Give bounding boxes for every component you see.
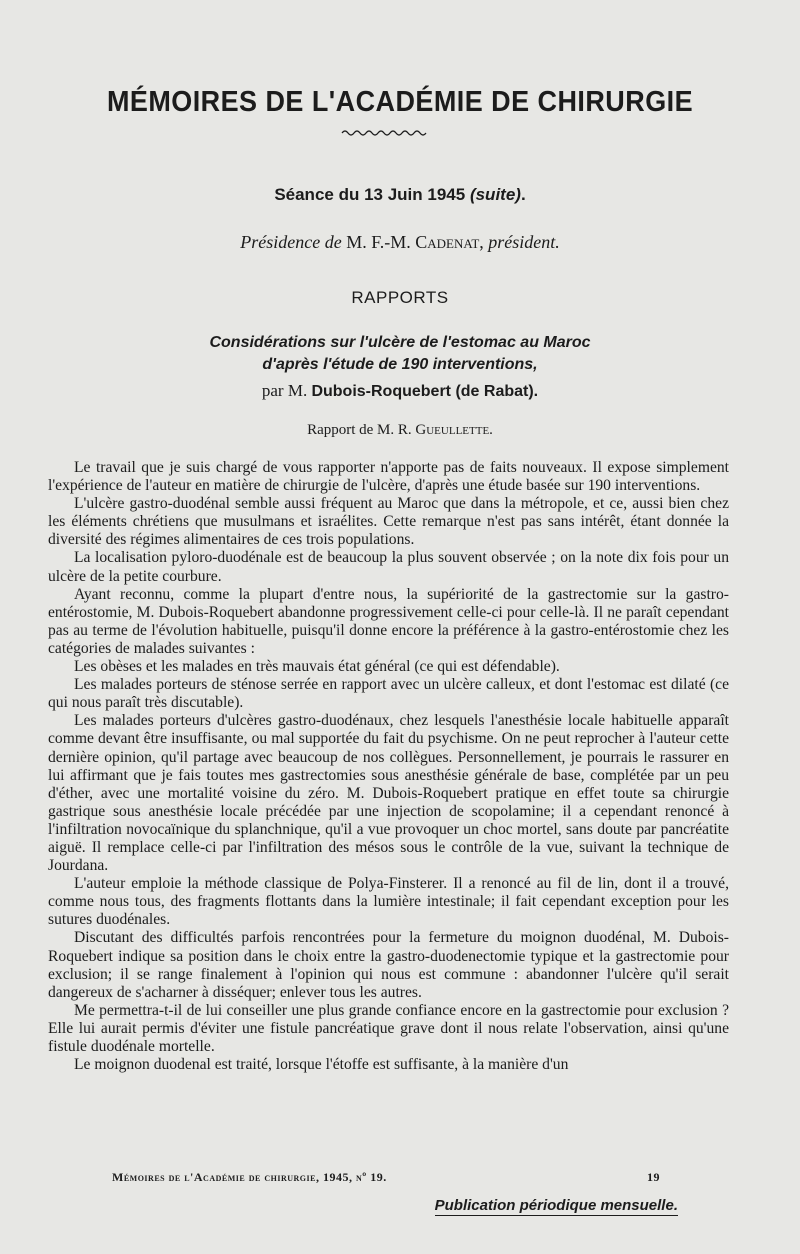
paragraph: L'auteur emploie la méthode classique de Polya-Finsterer. Il a renoncé au fil de lin, dont il a trouvé, comme nous tous, des fragments flottants dans la lumière intestinale; il fait cependant exception pour les sutures duodénales. — [48, 875, 729, 929]
reporter-name: Gueullette. — [415, 422, 493, 438]
byline-par: par — [261, 381, 284, 400]
paragraph: Le travail que je suis chargé de vous rapporter n'apporte pas de faits nouveaux. Il expose simplement l'expérience de l'auteur en matière de chirurgie de l'ulcère, d'après une étude basée sur 190 interventions. — [48, 459, 729, 495]
paragraph: Me permettra-t-il de lui conseiller une plus grande confiance encore en la gastrectomie pour exclusion ? Elle lui aurait permis d'éviter une fistule pancréatique grave dont il nous relate l'observation, ainsi qu'une fistule duodénale mortelle. — [48, 1001, 729, 1055]
wavy-line-ornament-icon — [340, 128, 430, 138]
presidence-label: Présidence de — [240, 232, 342, 252]
paragraph: Les malades porteurs de sténose serrée en rapport avec un ulcère calleux, et dont l'estomac est dilaté (ce qui nous paraît très discutable). — [48, 676, 729, 712]
president-role: président. — [488, 232, 560, 252]
president-prefix: M. F.-M. — [346, 232, 411, 252]
paragraph: Le moignon duodenal est traité, lorsque l'étoffe est suffisante, à la manière d'un — [74, 1056, 569, 1074]
publication-periodicity: Publication périodique mensuelle. — [434, 1197, 678, 1214]
paragraph: Ayant reconnu, comme la plupart d'entre nous, la supériorité de la gastrectomie sur la gastro-entérostomie, M. Dubois-Roquebert abandonne progressivement celle-ci pour celle-là. Il ne paraît cependant pas au terme de l'évolution habituelle, puisqu'il donne encore la préférence à la gastro-entérostomie chez les catégories de malades suivantes : — [48, 585, 729, 657]
presidence-line: Présidence de M. F.-M. Cadenat, président. — [240, 232, 560, 252]
article-title-line-2: d'après l'étude de 190 interventions, — [262, 356, 538, 373]
session-suite: (suite) — [469, 185, 521, 204]
paragraph: La localisation pyloro-duodénale est de beaucoup la plus souvent observée ; on la note dix fois pour un ulcère de la petite courbure. — [48, 549, 729, 585]
page-footer — [112, 1170, 660, 1185]
page-number: 19 — [647, 1170, 660, 1184]
session-heading — [0, 185, 800, 205]
report-by-line — [0, 422, 800, 439]
session-title: Séance du 13 Juin 1945 — [274, 185, 466, 204]
author-prefix: M. — [287, 381, 308, 400]
article-title-line-1: Considérations sur l'ulcère de l'estomac au Maroc — [209, 334, 591, 351]
section-title: RAPPORTS — [351, 288, 449, 307]
paragraph: Les malades porteurs d'ulcères gastro-duodénaux, chez lesquels l'anesthésie locale habituelle apparaît comme devant être insuffisante, ou mal supportée du fait du psychisme. On ne peut reprocher à l'auteur cette dernière opinion, qu'il partage avec beaucoup de nos collègues. Personnellement, je pourrais le rassurer en lui affirmant que je fais toutes mes gastrectomies sous anesthésie générale de base, complétée par un peu d'éther, avec une mortalité voisine du zéro. M. Dubois-Roquebert pratique en effet toute sa chirurgie gastrique sous anesthésie locale précédée par une injection de scopolamine; il a cependant renoncé à l'infiltration novocaïnique du splanchnique, qu'il a vue provoquer un choc mortel, sans doute par pancréatite aiguë. Il remplace celle-ci par l'infiltration des mésos sous le contrôle de la vue, suivant la technique de Jourdana. — [48, 712, 729, 875]
article-title — [0, 332, 800, 376]
journal-reference: Mémoires de l'Académie de chirurgie, 1945, nº 19. — [112, 1170, 387, 1184]
journal-title: MÉMOIRES DE L'ACADÉMIE DE CHIRURGIE — [106, 86, 694, 118]
article-byline — [0, 381, 800, 401]
president-name: Cadenat — [415, 232, 480, 252]
author-name: Dubois-Roquebert (de Rabat). — [311, 383, 539, 400]
paragraph: Discutant des difficultés parfois rencontrées pour la fermeture du moignon duodénal, M. Dubois-Roquebert indique sa position dans le choix entre la gastro-duodenectomie typique et la gastrectomie pour exclusion; il se range finalement à l'opinion qui nous est commune : abandonner l'ulcère qu'il serait dangereux de s'acharner à disséquer; enlever tous les autres. — [48, 929, 729, 1001]
paragraph: Les obèses et les malades en très mauvais état général (ce qui est défendable). — [74, 658, 560, 676]
report-by-label: Rapport de M. R. — [307, 422, 412, 438]
session-period: . — [520, 185, 526, 204]
article-body — [48, 459, 729, 1074]
paragraph: L'ulcère gastro-duodénal semble aussi fréquent au Maroc que dans la métropole, et ce, aussi bien chez les éléments chrétiens que musulmans et israélites. Cette remarque n'est pas sans intérêt, étant donnée la diversité des régimes alimentaires de ces trois populations. — [48, 495, 729, 549]
